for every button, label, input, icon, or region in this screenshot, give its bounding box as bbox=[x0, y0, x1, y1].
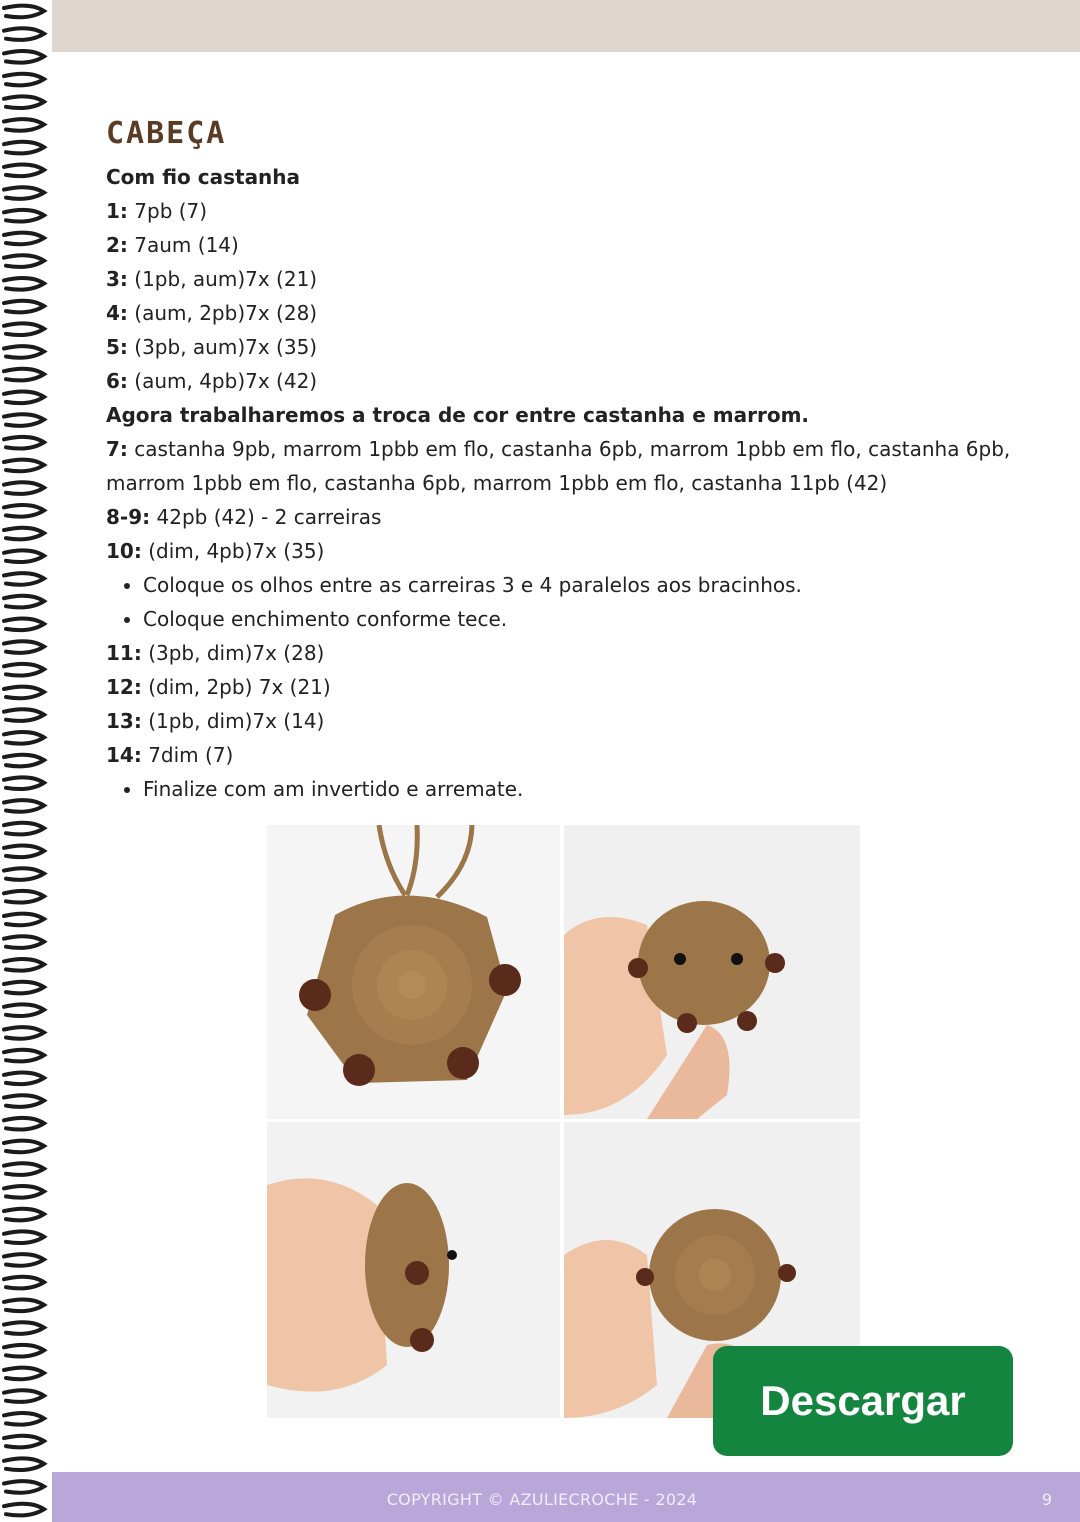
spiral-coil bbox=[4, 255, 44, 267]
instruction-bullets-b bbox=[106, 772, 1046, 806]
spiral-coil bbox=[4, 800, 44, 812]
spiral-coil bbox=[4, 233, 44, 245]
spiral-coil bbox=[4, 1345, 44, 1357]
spiral-coil bbox=[4, 96, 44, 108]
round-line: 6: (aum, 4pb)7x (42) bbox=[106, 369, 318, 393]
bullet-item: • Finalize com am invertido e arremate. bbox=[143, 772, 1046, 806]
spiral-coil bbox=[4, 51, 44, 63]
round-line: 1: 7pb (7) bbox=[106, 199, 208, 223]
spiral-coil bbox=[4, 936, 44, 948]
spiral-coil bbox=[4, 482, 44, 494]
spiral-coil bbox=[4, 823, 44, 835]
spiral-coil bbox=[4, 74, 44, 86]
spiral-binding bbox=[0, 0, 52, 1522]
round-line: 13: (1pb, dim)7x (14) bbox=[106, 709, 325, 733]
spiral-coil bbox=[4, 1390, 44, 1402]
page-title: CABEÇA bbox=[106, 116, 227, 151]
spiral-coil bbox=[4, 142, 44, 154]
spiral-coil bbox=[4, 914, 44, 926]
spiral-coil bbox=[4, 460, 44, 472]
copyright-text: COPYRIGHT © AZULIECROCHE - 2024 bbox=[386, 1490, 698, 1509]
spiral-coil bbox=[4, 1300, 44, 1312]
spiral-coil bbox=[4, 505, 44, 517]
download-button[interactable]: Descargar bbox=[713, 1346, 1013, 1456]
spiral-coil bbox=[4, 641, 44, 653]
spiral-coil bbox=[4, 687, 44, 699]
spiral-coil bbox=[4, 846, 44, 858]
spiral-coil bbox=[4, 210, 44, 222]
spiral-coil bbox=[4, 1481, 44, 1493]
spiral-coil bbox=[4, 982, 44, 994]
spiral-coil bbox=[4, 777, 44, 789]
spiral-coil bbox=[4, 1436, 44, 1448]
spiral-coil bbox=[4, 301, 44, 313]
photo-flat-piece bbox=[267, 825, 561, 1119]
spiral-coil bbox=[4, 323, 44, 335]
spiral-coil bbox=[4, 1118, 44, 1130]
spiral-coil bbox=[4, 1231, 44, 1243]
round-line-7: 7: castanha 9pb, marrom 1pbb em flo, castanha 6pb, marrom 1pbb em flo, castanha 6pb, marrom 1pbb em flo, castanha 6pb, marrom 1pbb em flo, castanha 11pb (42) bbox=[106, 437, 1011, 495]
spiral-coil bbox=[4, 1322, 44, 1334]
photo-held-side bbox=[267, 1122, 561, 1418]
round-line: 5: (3pb, aum)7x (35) bbox=[106, 335, 318, 359]
spiral-coil bbox=[4, 278, 44, 290]
top-bar bbox=[0, 0, 1080, 52]
subtitle: Com fio castanha bbox=[106, 165, 301, 189]
spiral-coil bbox=[4, 1163, 44, 1175]
spiral-coil bbox=[4, 1209, 44, 1221]
round-line-10: 10: (dim, 4pb)7x (35) bbox=[106, 539, 325, 563]
bullet-item: • Coloque os olhos entre as carreiras 3 e 4 paralelos aos bracinhos. bbox=[143, 568, 1046, 602]
round-line-8-9: 8-9: 42pb (42) - 2 carreiras bbox=[106, 505, 382, 529]
pattern-content bbox=[106, 112, 1046, 806]
spiral-coil bbox=[4, 6, 44, 18]
round-line: 2: 7aum (14) bbox=[106, 233, 239, 257]
spiral-coil bbox=[4, 959, 44, 971]
spiral-coil bbox=[4, 573, 44, 585]
spiral-coil bbox=[4, 392, 44, 404]
spiral-coil bbox=[4, 1277, 44, 1289]
spiral-coil bbox=[4, 1504, 44, 1516]
spiral-coil bbox=[4, 891, 44, 903]
spiral-coil bbox=[4, 369, 44, 381]
bullet-item: • Coloque enchimento conforme tece. bbox=[143, 602, 1046, 636]
spiral-coil bbox=[4, 414, 44, 426]
spiral-coil bbox=[4, 1413, 44, 1425]
spiral-coil bbox=[4, 732, 44, 744]
spiral-coil bbox=[4, 528, 44, 540]
spiral-coil bbox=[4, 119, 44, 131]
page-number: 9 bbox=[1041, 1490, 1052, 1509]
spiral-coil bbox=[4, 868, 44, 880]
instruction-bullets-a bbox=[106, 568, 1046, 636]
spiral-coil bbox=[4, 619, 44, 631]
spiral-coil bbox=[4, 1141, 44, 1153]
spiral-coil bbox=[4, 187, 44, 199]
spiral-coil bbox=[4, 1004, 44, 1016]
photo-held-front bbox=[564, 825, 860, 1119]
photo-grid bbox=[267, 825, 860, 1418]
rounds-list-a bbox=[106, 194, 1046, 398]
round-line: 14: 7dim (7) bbox=[106, 743, 234, 767]
spiral-coil bbox=[4, 1050, 44, 1062]
spiral-coil bbox=[4, 1254, 44, 1266]
spiral-coil bbox=[4, 165, 44, 177]
spiral-coil bbox=[4, 1073, 44, 1085]
color-change-heading: Agora trabalharemos a troca de cor entre castanha e marrom. bbox=[106, 403, 810, 427]
spiral-coil bbox=[4, 1368, 44, 1380]
round-line: 12: (dim, 2pb) 7x (21) bbox=[106, 675, 331, 699]
round-line: 11: (3pb, dim)7x (28) bbox=[106, 641, 325, 665]
spiral-coil bbox=[4, 664, 44, 676]
spiral-coil bbox=[4, 709, 44, 721]
round-line: 3: (1pb, aum)7x (21) bbox=[106, 267, 318, 291]
rounds-list-b bbox=[106, 636, 1046, 772]
spiral-coil bbox=[4, 1186, 44, 1198]
spiral-coil bbox=[4, 437, 44, 449]
spiral-coil bbox=[4, 1095, 44, 1107]
spiral-coil bbox=[4, 596, 44, 608]
spiral-coil bbox=[4, 1027, 44, 1039]
spiral-coil bbox=[4, 346, 44, 358]
spiral-coil bbox=[4, 755, 44, 767]
spiral-coil bbox=[4, 550, 44, 562]
spiral-coil bbox=[4, 1458, 44, 1470]
round-line: 4: (aum, 2pb)7x (28) bbox=[106, 301, 318, 325]
spiral-coil bbox=[4, 28, 44, 40]
